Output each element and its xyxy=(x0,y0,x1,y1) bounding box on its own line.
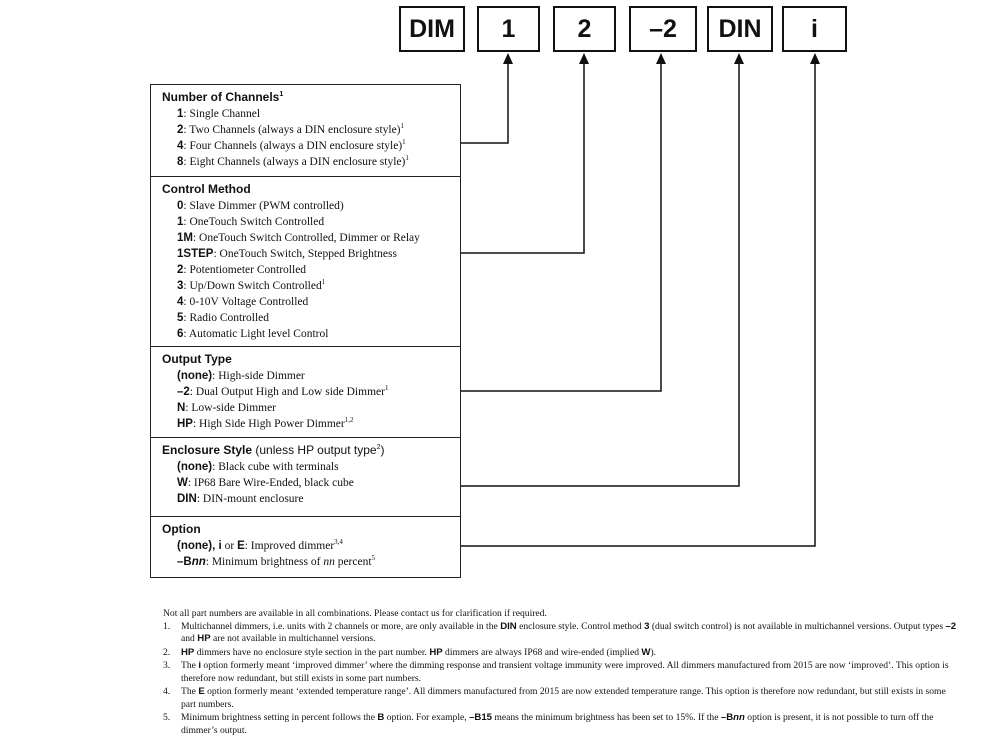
section-title: Control Method xyxy=(162,182,251,196)
footnotes xyxy=(163,608,963,738)
section-control-method xyxy=(150,177,461,347)
footnote-ref: 1 xyxy=(279,91,284,98)
option-item: W: IP68 Bare Wire-Ended, black cube xyxy=(177,477,354,489)
connector-output xyxy=(461,62,661,391)
code-box-label: 2 xyxy=(577,14,592,43)
option-item: 6: Automatic Light level Control xyxy=(177,328,329,340)
code-box-label: –2 xyxy=(649,14,677,43)
section-title: Number of Channels$^1$ xyxy=(162,90,284,104)
option-item: 1: Single Channel xyxy=(177,108,261,120)
section-option xyxy=(150,517,461,578)
footnote-intro: Not all part numbers are available in all combinations. Please contact us for clarification if required. xyxy=(163,608,547,619)
option-item: –Bnn: Minimum brightness of nn percent$^5$ xyxy=(177,554,376,568)
footnote-ref: 1 xyxy=(400,122,405,131)
code-box-label: 1 xyxy=(501,14,516,43)
option-item: 1M: OneTouch Switch Controlled, Dimmer or Relay xyxy=(177,232,420,244)
option-item: 0: Slave Dimmer (PWM controlled) xyxy=(177,200,344,212)
option-item: 2: Two Channels (always a DIN enclosure style)$^1$ xyxy=(177,122,405,136)
option-item: 5: Radio Controlled xyxy=(177,312,270,324)
option-item: 3: Up/Down Switch Controlled$^1$ xyxy=(177,278,326,292)
footnote-ref: 2 xyxy=(376,444,381,451)
footnote-5: 5. Minimum brightness setting in percent follows the B option. For example, –B15 means the minimum brightness has been set to 15%. If the –Bnn option is present, it is not possible to turn off the dimmer’s output. xyxy=(163,712,934,736)
footnote-1: 1. Multichannel dimmers, i.e. units with 2 channels or more, are only available in the DIN enclosure style. Control method 3 (dual switch control) is not available in multichannel versions. Output types –2 and HP are not available in multichannel versions. xyxy=(163,620,957,644)
option-item: –2: Dual Output High and Low side Dimmer$^1$ xyxy=(177,384,389,398)
option-item: 2: Potentiometer Controlled xyxy=(177,264,307,276)
connector-control xyxy=(461,62,584,253)
option-item: 4: 0-10V Voltage Controlled xyxy=(177,296,309,308)
option-item: HP: High Side High Power Dimmer$^{1,2}$ xyxy=(177,416,354,430)
option-item: DIN: DIN-mount enclosure xyxy=(177,493,304,505)
footnote-ref: 1 xyxy=(321,278,326,287)
section-output-type xyxy=(150,347,461,438)
section-title: Option xyxy=(162,522,201,536)
option-item: (none): High-side Dimmer xyxy=(177,370,305,382)
arrowhead-output xyxy=(656,53,666,64)
section-number-of-channels xyxy=(150,84,461,177)
footnote-2: 2. HP dimmers have no enclosure style section in the part number. HP dimmers are always IP68 and wire-ended (implied W). xyxy=(163,646,657,658)
option-item: 1STEP: OneTouch Switch, Stepped Brightness xyxy=(177,248,397,260)
option-item: 8: Eight Channels (always a DIN enclosure style)$^1$ xyxy=(177,154,409,168)
code-box-label: i xyxy=(811,14,818,43)
option-item: 1: OneTouch Switch Controlled xyxy=(177,216,325,228)
footnote-4: 4. The E option formerly meant ‘extended temperature range’. All dimmers manufactured from 2015 are now extended temperature range. This option is therefore now redundant, but still exists in some part numbers. xyxy=(163,686,946,710)
footnote-ref: 5 xyxy=(371,554,376,563)
option-item: (none), i or E: Improved dimmer$^{3,4}$ xyxy=(177,538,343,552)
option-item: 4: Four Channels (always a DIN enclosure style)$^1$ xyxy=(177,138,406,152)
section-title: Output Type xyxy=(162,352,232,366)
arrowhead-channels xyxy=(503,53,513,64)
footnote-ref: 1 xyxy=(405,154,409,163)
arrowhead-option xyxy=(810,53,820,64)
footnote-ref: 1,2 xyxy=(344,416,354,425)
arrowhead-enclosure xyxy=(734,53,744,64)
footnote-ref: 3,4 xyxy=(334,538,343,547)
arrowhead-control xyxy=(579,53,589,64)
connector-option xyxy=(461,62,815,546)
code-box-label: DIM xyxy=(409,14,455,43)
footnote-3: 3. The i option formerly meant ‘improved dimmer’ where the dimming response and transient voltage immunity were improved. All dimmers manufactured from 2015 are now ‘improved’. This option is therefore now redundant, but still exists in some part numbers. xyxy=(163,660,949,684)
section-title: Enclosure Style (unless HP output type$^2$) xyxy=(162,443,385,457)
section-enclosure-style xyxy=(150,438,461,517)
option-item: (none): Black cube with terminals xyxy=(177,461,339,473)
option-item: N: Low-side Dimmer xyxy=(177,402,277,414)
code-box-label: DIN xyxy=(718,14,762,43)
connector-channels xyxy=(461,62,508,143)
footnote-ref: 1 xyxy=(402,138,406,147)
connector-enclosure xyxy=(461,62,739,486)
footnote-ref: 1 xyxy=(384,384,389,393)
